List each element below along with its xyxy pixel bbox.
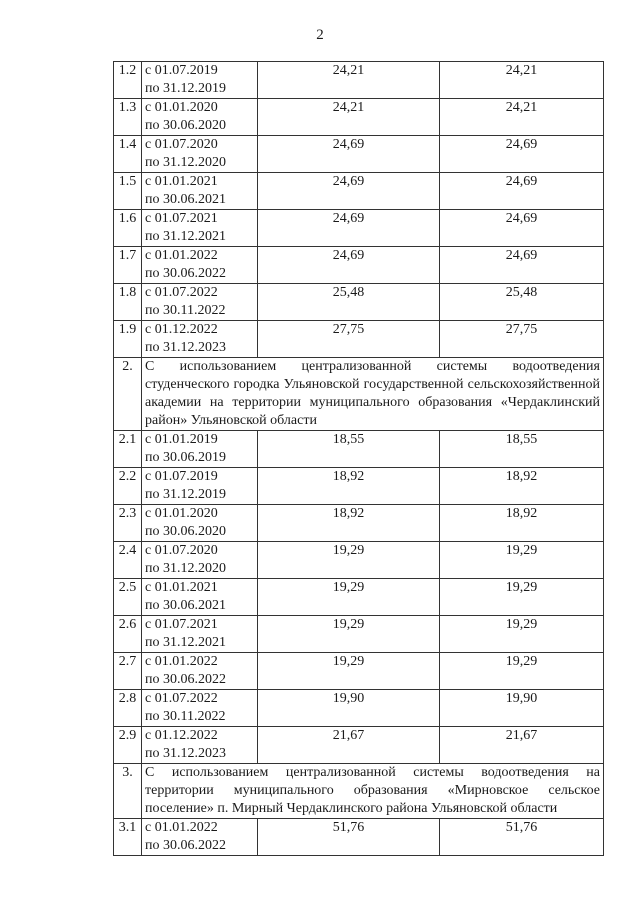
table-row	[114, 321, 604, 358]
row-number: 2.6	[114, 616, 142, 653]
table-row	[114, 542, 604, 579]
period-to: по 31.12.2020	[145, 155, 226, 170]
table-row	[114, 210, 604, 247]
row-number: 1.8	[114, 284, 142, 321]
period-from: с 01.07.2021	[145, 617, 218, 632]
tariff-value-1: 21,67	[258, 727, 440, 764]
row-number: 1.7	[114, 247, 142, 284]
period-from: с 01.01.2021	[145, 580, 218, 595]
tariff-value-2: 18,92	[440, 505, 604, 542]
period-to: по 30.11.2022	[145, 303, 226, 318]
period-cell	[142, 431, 258, 468]
row-number: 3.1	[114, 819, 142, 856]
row-number: 1.6	[114, 210, 142, 247]
period-cell	[142, 542, 258, 579]
period-from: с 01.07.2019	[145, 63, 218, 78]
table-row	[114, 690, 604, 727]
period-cell	[142, 727, 258, 764]
table-row	[114, 247, 604, 284]
period-cell	[142, 653, 258, 690]
tariff-value-1: 18,92	[258, 505, 440, 542]
section-title: С использованием централизованной системы водоотведения студенческого городка Ульяновской государственной сельскохозяйственной академии на территории муниципального образования «Чердаклинский район» Ульяновской области	[142, 358, 604, 431]
tariff-value-1: 27,75	[258, 321, 440, 358]
tariff-value-2: 21,67	[440, 727, 604, 764]
tariff-value-2: 19,29	[440, 616, 604, 653]
table-row	[114, 616, 604, 653]
tariff-value-2: 19,29	[440, 542, 604, 579]
row-number: 1.3	[114, 99, 142, 136]
period-from: с 01.12.2022	[145, 728, 218, 743]
tariff-value-1: 19,29	[258, 653, 440, 690]
table-row	[114, 505, 604, 542]
tariff-value-1: 25,48	[258, 284, 440, 321]
table-row	[114, 653, 604, 690]
tariff-value-1: 19,29	[258, 616, 440, 653]
period-cell	[142, 247, 258, 284]
table-row	[114, 284, 604, 321]
tariff-value-1: 24,69	[258, 136, 440, 173]
tariff-value-1: 19,90	[258, 690, 440, 727]
period-to: по 30.06.2022	[145, 266, 226, 281]
tariff-value-2: 19,29	[440, 579, 604, 616]
period-to: по 31.12.2019	[145, 487, 226, 502]
period-from: с 01.01.2019	[145, 432, 218, 447]
period-from: с 01.07.2019	[145, 469, 218, 484]
period-from: с 01.01.2022	[145, 248, 218, 263]
period-cell	[142, 99, 258, 136]
period-cell	[142, 579, 258, 616]
tariff-value-2: 19,29	[440, 653, 604, 690]
section-row	[114, 358, 604, 431]
row-number: 2.1	[114, 431, 142, 468]
section-number: 3.	[114, 764, 142, 819]
period-cell	[142, 173, 258, 210]
period-cell	[142, 468, 258, 505]
table-row	[114, 431, 604, 468]
table-row	[114, 136, 604, 173]
period-from: с 01.01.2022	[145, 654, 218, 669]
period-from: с 01.07.2020	[145, 543, 218, 558]
period-from: с 01.07.2020	[145, 137, 218, 152]
section-number: 2.	[114, 358, 142, 431]
tariff-value-2: 25,48	[440, 284, 604, 321]
period-to: по 30.06.2020	[145, 118, 226, 133]
period-to: по 31.12.2023	[145, 746, 226, 761]
row-number: 1.2	[114, 62, 142, 99]
tariff-value-2: 24,69	[440, 210, 604, 247]
period-to: по 31.12.2021	[145, 229, 226, 244]
section-title: С использованием централизованной системы водоотведения на территории муниципального образования «Мирновское сельское поселение» п. Мирный Чердаклинского района Ульяновской области	[142, 764, 604, 819]
period-to: по 30.06.2022	[145, 672, 226, 687]
tariff-value-2: 24,69	[440, 247, 604, 284]
tariff-value-1: 51,76	[258, 819, 440, 856]
tariff-value-2: 19,90	[440, 690, 604, 727]
period-cell	[142, 62, 258, 99]
tariff-value-1: 19,29	[258, 579, 440, 616]
row-number: 2.7	[114, 653, 142, 690]
period-cell	[142, 690, 258, 727]
tariff-table	[113, 61, 604, 856]
period-to: по 30.06.2020	[145, 524, 226, 539]
period-to: по 30.06.2022	[145, 838, 226, 853]
row-number: 1.9	[114, 321, 142, 358]
tariff-value-2: 27,75	[440, 321, 604, 358]
row-number: 2.5	[114, 579, 142, 616]
period-to: по 31.12.2019	[145, 81, 226, 96]
table-row	[114, 62, 604, 99]
period-from: с 01.01.2020	[145, 506, 218, 521]
tariff-value-2: 24,21	[440, 99, 604, 136]
period-to: по 30.11.2022	[145, 709, 226, 724]
period-cell	[142, 819, 258, 856]
tariff-value-1: 24,21	[258, 99, 440, 136]
tariff-value-1: 24,69	[258, 247, 440, 284]
tariff-value-2: 24,69	[440, 136, 604, 173]
period-from: с 01.07.2021	[145, 211, 218, 226]
period-cell	[142, 136, 258, 173]
period-from: с 01.01.2020	[145, 100, 218, 115]
tariff-value-2: 24,21	[440, 62, 604, 99]
tariff-value-2: 18,55	[440, 431, 604, 468]
period-cell	[142, 616, 258, 653]
table-row	[114, 579, 604, 616]
row-number: 2.8	[114, 690, 142, 727]
row-number: 2.9	[114, 727, 142, 764]
row-number: 2.2	[114, 468, 142, 505]
period-to: по 30.06.2021	[145, 192, 226, 207]
table-row	[114, 727, 604, 764]
tariff-value-1: 24,69	[258, 210, 440, 247]
row-number: 1.5	[114, 173, 142, 210]
tariff-value-1: 18,55	[258, 431, 440, 468]
table-row	[114, 173, 604, 210]
period-to: по 31.12.2021	[145, 635, 226, 650]
tariff-value-2: 24,69	[440, 173, 604, 210]
period-from: с 01.01.2022	[145, 820, 218, 835]
period-cell	[142, 321, 258, 358]
row-number: 2.3	[114, 505, 142, 542]
tariff-value-2: 18,92	[440, 468, 604, 505]
tariff-value-1: 24,69	[258, 173, 440, 210]
tariff-value-1: 24,21	[258, 62, 440, 99]
period-cell	[142, 284, 258, 321]
row-number: 2.4	[114, 542, 142, 579]
tariff-value-2: 51,76	[440, 819, 604, 856]
period-from: с 01.07.2022	[145, 691, 218, 706]
section-row	[114, 764, 604, 819]
period-from: с 01.12.2022	[145, 322, 218, 337]
period-from: с 01.01.2021	[145, 174, 218, 189]
period-from: с 01.07.2022	[145, 285, 218, 300]
table-row	[114, 99, 604, 136]
table-row	[114, 819, 604, 856]
period-to: по 31.12.2023	[145, 340, 226, 355]
tariff-value-1: 19,29	[258, 542, 440, 579]
period-to: по 30.06.2019	[145, 450, 226, 465]
table-row	[114, 468, 604, 505]
period-to: по 30.06.2021	[145, 598, 226, 613]
page-number: 2	[316, 27, 324, 43]
period-cell	[142, 505, 258, 542]
period-cell	[142, 210, 258, 247]
row-number: 1.4	[114, 136, 142, 173]
tariff-table-body	[114, 62, 604, 856]
period-to: по 31.12.2020	[145, 561, 226, 576]
tariff-value-1: 18,92	[258, 468, 440, 505]
